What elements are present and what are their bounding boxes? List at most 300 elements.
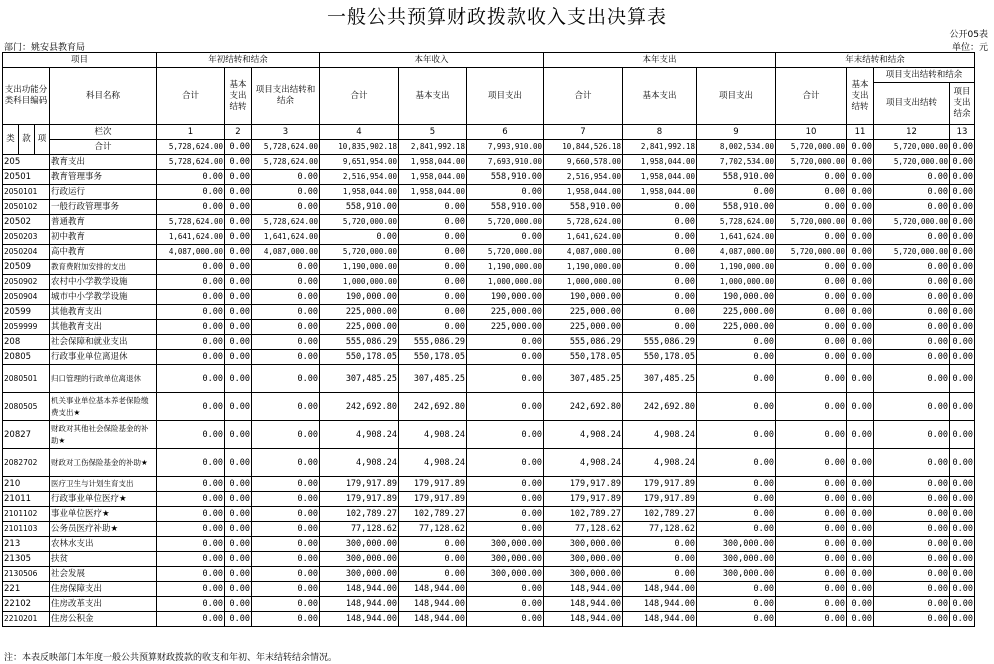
value-cell-col-8: 0.00 (623, 552, 697, 567)
value-cell-col-11: 0.00 (847, 200, 874, 215)
value-cell-col-7: 300,000.00 (544, 552, 623, 567)
value-cell-col-5: 148,944.00 (399, 597, 467, 612)
value-cell-col-3: 0.00 (252, 305, 320, 320)
value-cell-col-10: 0.00 (776, 365, 847, 393)
value-cell-col-6: 0.00 (467, 350, 544, 365)
value-cell-col-13: 0.00 (950, 597, 975, 612)
unit-label: 单位：元 (951, 43, 988, 53)
value-cell-col-3: 0.00 (252, 170, 320, 185)
value-cell-col-6: 300,000.00 (467, 567, 544, 582)
value-cell-col-7: 307,485.25 (544, 365, 623, 393)
value-cell-col-5: 0.00 (399, 320, 467, 335)
subject-code: 213 (3, 537, 50, 552)
value-cell-col-8: 307,485.25 (623, 365, 697, 393)
value-cell-col-11: 0.00 (847, 155, 874, 170)
value-cell-col-5: 4,908.24 (399, 449, 467, 477)
value-cell-col-10: 0.00 (776, 230, 847, 245)
value-cell-col-11: 0.00 (847, 421, 874, 449)
value-cell-col-9: 0.00 (697, 393, 776, 421)
value-cell-col-6: 5,720,000.00 (467, 245, 544, 260)
table-row (3, 522, 975, 537)
value-cell-col-11: 0.00 (847, 215, 874, 230)
value-cell-col-9: 0.00 (697, 185, 776, 200)
value-cell-col-13: 0.00 (950, 185, 975, 200)
value-cell-col-1: 0.00 (157, 393, 225, 421)
header-income-basic: 基本支出 (399, 68, 467, 125)
value-cell-col-4: 148,944.00 (320, 612, 399, 627)
value-cell-col-5: 0.00 (399, 537, 467, 552)
value-cell-col-6: 1,000,000.00 (467, 275, 544, 290)
value-cell-col-3: 0.00 (252, 335, 320, 350)
value-cell-col-5: 0.00 (399, 200, 467, 215)
value-cell-col-2: 0.00 (225, 507, 252, 522)
value-cell-col-8: 242,692.80 (623, 393, 697, 421)
value-cell-col-9: 4,087,000.00 (697, 245, 776, 260)
table-row (3, 421, 975, 449)
value-cell-col-7: 179,917.89 (544, 477, 623, 492)
value-cell-col-7: 300,000.00 (544, 537, 623, 552)
value-cell-col-12: 0.00 (874, 567, 950, 582)
value-cell-col-2: 0.00 (225, 230, 252, 245)
table-row (3, 365, 975, 393)
value-cell-col-2: 0.00 (225, 552, 252, 567)
value-cell-col-4: 242,692.80 (320, 393, 399, 421)
value-cell-col-10: 0.00 (776, 582, 847, 597)
value-cell-col-9: 5,728,624.00 (697, 215, 776, 230)
value-cell-col-5: 148,944.00 (399, 612, 467, 627)
subject-code: 2080505 (3, 393, 50, 421)
table-row (3, 552, 975, 567)
table-row (3, 350, 975, 365)
value-cell-col-7: 148,944.00 (544, 597, 623, 612)
value-cell-col-10: 0.00 (776, 320, 847, 335)
header-closing-basic-carry: 基本支出结转 (847, 68, 874, 125)
subject-code: 2050904 (3, 290, 50, 305)
value-cell-col-5: 1,958,044.00 (399, 155, 467, 170)
value-cell-col-13: 0.00 (950, 320, 975, 335)
value-cell-col-4: 0.00 (320, 230, 399, 245)
value-cell-col-10: 0.00 (776, 335, 847, 350)
value-cell-col-12: 0.00 (874, 597, 950, 612)
value-cell-col-1: 5,728,624.00 (157, 155, 225, 170)
value-cell-col-5: 0.00 (399, 552, 467, 567)
value-cell-col-11: 0.00 (847, 350, 874, 365)
value-cell-col-12: 0.00 (874, 320, 950, 335)
col-number: 11 (847, 125, 874, 140)
value-cell-col-13: 0.00 (950, 507, 975, 522)
value-cell-col-5: 77,128.62 (399, 522, 467, 537)
col-number: 5 (399, 125, 467, 140)
value-cell-col-5: 1,958,044.00 (399, 170, 467, 185)
value-cell-col-11: 0.00 (847, 597, 874, 612)
value-cell-col-2: 0.00 (225, 477, 252, 492)
subject-code: 20501 (3, 170, 50, 185)
value-cell-col-10: 0.00 (776, 612, 847, 627)
value-cell-col-8: 0.00 (623, 245, 697, 260)
value-cell-col-8: 0.00 (623, 567, 697, 582)
value-cell-col-13: 0.00 (950, 477, 975, 492)
value-cell-col-11: 0.00 (847, 449, 874, 477)
value-cell-col-4: 102,789.27 (320, 507, 399, 522)
header-expense-total: 合计 (544, 68, 623, 125)
value-cell-col-3: 5,728,624.00 (252, 155, 320, 170)
value-cell-col-4: 1,958,044.00 (320, 185, 399, 200)
value-cell-col-13: 0.00 (950, 421, 975, 449)
subject-name: 农林水支出 (50, 537, 157, 552)
header-lanci: 栏次 (50, 125, 157, 140)
value-cell-col-2: 0.00 (225, 393, 252, 421)
value-cell-col-12: 0.00 (874, 552, 950, 567)
col-number: 13 (950, 125, 975, 140)
value-cell-col-7: 242,692.80 (544, 393, 623, 421)
value-cell-col-13: 0.00 (950, 230, 975, 245)
value-cell-col-1: 5,728,624.00 (157, 140, 225, 155)
value-cell-col-4: 190,000.00 (320, 290, 399, 305)
value-cell-col-4: 4,908.24 (320, 449, 399, 477)
value-cell-col-9: 8,002,534.00 (697, 140, 776, 155)
value-cell-col-1: 0.00 (157, 365, 225, 393)
value-cell-col-11: 0.00 (847, 492, 874, 507)
value-cell-col-7: 4,908.24 (544, 421, 623, 449)
value-cell-col-11: 0.00 (847, 507, 874, 522)
value-cell-col-7: 225,000.00 (544, 320, 623, 335)
value-cell-col-4: 550,178.05 (320, 350, 399, 365)
subject-code: 2050102 (3, 200, 50, 215)
value-cell-col-2: 0.00 (225, 200, 252, 215)
value-cell-col-4: 225,000.00 (320, 320, 399, 335)
value-cell-col-12: 0.00 (874, 522, 950, 537)
value-cell-col-12: 0.00 (874, 537, 950, 552)
value-cell-col-5: 0.00 (399, 260, 467, 275)
value-cell-col-8: 0.00 (623, 320, 697, 335)
value-cell-col-13: 0.00 (950, 612, 975, 627)
budget-table (2, 52, 975, 627)
value-cell-col-9: 0.00 (697, 492, 776, 507)
subject-name: 教育管理事务 (50, 170, 157, 185)
value-cell-col-13: 0.00 (950, 215, 975, 230)
value-cell-col-3: 0.00 (252, 522, 320, 537)
subject-name: 高中教育 (50, 245, 157, 260)
value-cell-col-8: 0.00 (623, 200, 697, 215)
header-expense-basic: 基本支出 (623, 68, 697, 125)
value-cell-col-4: 300,000.00 (320, 567, 399, 582)
table-row (3, 245, 975, 260)
value-cell-col-5: 550,178.05 (399, 350, 467, 365)
subject-name: 住房改革支出 (50, 597, 157, 612)
value-cell-col-2: 0.00 (225, 350, 252, 365)
value-cell-col-1: 0.00 (157, 200, 225, 215)
value-cell-col-8: 179,917.89 (623, 477, 697, 492)
value-cell-col-7: 300,000.00 (544, 567, 623, 582)
col-number: 7 (544, 125, 623, 140)
value-cell-col-6: 0.00 (467, 335, 544, 350)
table-row (3, 492, 975, 507)
value-cell-col-7: 558,910.00 (544, 200, 623, 215)
value-cell-col-7: 1,958,044.00 (544, 185, 623, 200)
value-cell-col-6: 0.00 (467, 185, 544, 200)
value-cell-col-4: 2,516,954.00 (320, 170, 399, 185)
subject-name: 归口管理的行政单位离退休 (50, 365, 157, 393)
value-cell-col-1: 0.00 (157, 477, 225, 492)
subject-code: 21011 (3, 492, 50, 507)
subject-name: 行政运行 (50, 185, 157, 200)
value-cell-col-5: 0.00 (399, 305, 467, 320)
value-cell-col-2: 0.00 (225, 185, 252, 200)
value-cell-col-3: 0.00 (252, 365, 320, 393)
value-cell-col-2: 0.00 (225, 275, 252, 290)
value-cell-col-9: 0.00 (697, 612, 776, 627)
value-cell-col-6: 1,190,000.00 (467, 260, 544, 275)
value-cell-col-11: 0.00 (847, 140, 874, 155)
header-opening-basic-carry: 基本支出结转 (225, 68, 252, 125)
value-cell-col-2: 0.00 (225, 260, 252, 275)
col-number: 1 (157, 125, 225, 140)
subject-code: 2101103 (3, 522, 50, 537)
value-cell-col-3: 5,728,624.00 (252, 140, 320, 155)
value-cell-col-11: 0.00 (847, 393, 874, 421)
value-cell-col-13: 0.00 (950, 449, 975, 477)
value-cell-col-3: 0.00 (252, 492, 320, 507)
value-cell-col-4: 4,908.24 (320, 421, 399, 449)
value-cell-col-1: 5,728,624.00 (157, 215, 225, 230)
value-cell-col-10: 0.00 (776, 305, 847, 320)
value-cell-col-7: 1,641,624.00 (544, 230, 623, 245)
value-cell-col-8: 1,958,044.00 (623, 155, 697, 170)
value-cell-col-11: 0.00 (847, 582, 874, 597)
header-closing-project-carry: 项目支出结转和结余 (874, 68, 975, 83)
col-number: 2 (225, 125, 252, 140)
value-cell-col-9: 300,000.00 (697, 537, 776, 552)
value-cell-col-13: 0.00 (950, 567, 975, 582)
header-lei: 类 (3, 125, 19, 155)
value-cell-col-1: 0.00 (157, 275, 225, 290)
subject-code: 2210201 (3, 612, 50, 627)
value-cell-col-10: 0.00 (776, 552, 847, 567)
value-cell-col-6: 0.00 (467, 612, 544, 627)
value-cell-col-1: 4,087,000.00 (157, 245, 225, 260)
table-row (3, 335, 975, 350)
form-number: 公开05表 (949, 30, 988, 40)
value-cell-col-7: 102,789.27 (544, 507, 623, 522)
value-cell-col-12: 5,720,000.00 (874, 155, 950, 170)
header-opening-project-carry: 项目支出结转和结余 (252, 68, 320, 125)
value-cell-col-8: 1,958,044.00 (623, 185, 697, 200)
subject-code: 21305 (3, 552, 50, 567)
value-cell-col-12: 0.00 (874, 507, 950, 522)
subject-name: 农村中小学教学设施 (50, 275, 157, 290)
value-cell-col-6: 0.00 (467, 365, 544, 393)
value-cell-col-11: 0.00 (847, 612, 874, 627)
subject-name: 一般行政管理事务 (50, 200, 157, 215)
value-cell-col-3: 0.00 (252, 567, 320, 582)
value-cell-col-3: 0.00 (252, 350, 320, 365)
value-cell-col-12: 0.00 (874, 350, 950, 365)
subject-code: 208 (3, 335, 50, 350)
value-cell-col-4: 555,086.29 (320, 335, 399, 350)
value-cell-col-12: 0.00 (874, 492, 950, 507)
value-cell-col-6: 0.00 (467, 597, 544, 612)
subject-name: 财政对工伤保险基金的补助★ (50, 449, 157, 477)
value-cell-col-9: 0.00 (697, 522, 776, 537)
col-number: 3 (252, 125, 320, 140)
value-cell-col-6: 225,000.00 (467, 305, 544, 320)
value-cell-col-10: 0.00 (776, 421, 847, 449)
value-cell-col-12: 0.00 (874, 230, 950, 245)
value-cell-col-7: 77,128.62 (544, 522, 623, 537)
value-cell-col-13: 0.00 (950, 200, 975, 215)
subject-code: 2101102 (3, 507, 50, 522)
value-cell-col-6: 0.00 (467, 492, 544, 507)
value-cell-col-3: 5,728,624.00 (252, 215, 320, 230)
value-cell-col-2: 0.00 (225, 305, 252, 320)
value-cell-col-9: 0.00 (697, 421, 776, 449)
value-cell-col-5: 179,917.89 (399, 492, 467, 507)
value-cell-col-4: 300,000.00 (320, 537, 399, 552)
department-label: 部门：姚安县教育局 (4, 43, 86, 53)
value-cell-col-1: 0.00 (157, 567, 225, 582)
header-item: 项目 (3, 53, 157, 68)
value-cell-col-2: 0.00 (225, 537, 252, 552)
value-cell-col-5: 0.00 (399, 215, 467, 230)
table-row (3, 477, 975, 492)
value-cell-col-1: 0.00 (157, 320, 225, 335)
value-cell-col-1: 0.00 (157, 582, 225, 597)
value-cell-col-3: 0.00 (252, 477, 320, 492)
value-cell-col-10: 0.00 (776, 492, 847, 507)
value-cell-col-5: 102,789.27 (399, 507, 467, 522)
value-cell-col-1: 0.00 (157, 507, 225, 522)
value-cell-col-13: 0.00 (950, 170, 975, 185)
value-cell-col-2: 0.00 (225, 320, 252, 335)
value-cell-col-6: 7,993,910.00 (467, 140, 544, 155)
subject-code: 2130506 (3, 567, 50, 582)
value-cell-col-10: 0.00 (776, 185, 847, 200)
value-cell-col-10: 0.00 (776, 350, 847, 365)
value-cell-col-2: 0.00 (225, 365, 252, 393)
value-cell-col-5: 2,841,992.18 (399, 140, 467, 155)
value-cell-col-9: 0.00 (697, 335, 776, 350)
value-cell-col-11: 0.00 (847, 522, 874, 537)
value-cell-col-11: 0.00 (847, 230, 874, 245)
table-row (3, 290, 975, 305)
subject-code: 2059999 (3, 320, 50, 335)
value-cell-col-2: 0.00 (225, 170, 252, 185)
value-cell-col-6: 300,000.00 (467, 537, 544, 552)
value-cell-col-11: 0.00 (847, 170, 874, 185)
value-cell-col-1: 0.00 (157, 185, 225, 200)
value-cell-col-6: 0.00 (467, 507, 544, 522)
value-cell-col-9: 0.00 (697, 597, 776, 612)
value-cell-col-12: 0.00 (874, 200, 950, 215)
value-cell-col-1: 0.00 (157, 552, 225, 567)
value-cell-col-12: 0.00 (874, 393, 950, 421)
value-cell-col-2: 0.00 (225, 155, 252, 170)
value-cell-col-6: 300,000.00 (467, 552, 544, 567)
value-cell-col-2: 0.00 (225, 449, 252, 477)
value-cell-col-11: 0.00 (847, 260, 874, 275)
table-row (3, 260, 975, 275)
header-income-project: 项目支出 (467, 68, 544, 125)
value-cell-col-7: 225,000.00 (544, 305, 623, 320)
header-func-code: 支出功能分类科目编码 (3, 68, 50, 125)
value-cell-col-3: 0.00 (252, 552, 320, 567)
value-cell-col-4: 10,835,902.18 (320, 140, 399, 155)
value-cell-col-3: 0.00 (252, 320, 320, 335)
value-cell-col-4: 300,000.00 (320, 552, 399, 567)
value-cell-col-11: 0.00 (847, 335, 874, 350)
value-cell-col-8: 148,944.00 (623, 597, 697, 612)
value-cell-col-8: 0.00 (623, 537, 697, 552)
value-cell-col-10: 0.00 (776, 290, 847, 305)
value-cell-col-9: 300,000.00 (697, 552, 776, 567)
value-cell-col-11: 0.00 (847, 365, 874, 393)
value-cell-col-10: 5,720,000.00 (776, 140, 847, 155)
value-cell-col-3: 0.00 (252, 507, 320, 522)
value-cell-col-8: 148,944.00 (623, 582, 697, 597)
value-cell-col-9: 558,910.00 (697, 170, 776, 185)
value-cell-col-6: 190,000.00 (467, 290, 544, 305)
value-cell-col-13: 0.00 (950, 305, 975, 320)
subject-name: 城市中小学教学设施 (50, 290, 157, 305)
header-opening-total: 合计 (157, 68, 225, 125)
value-cell-col-8: 0.00 (623, 215, 697, 230)
value-cell-col-10: 5,720,000.00 (776, 155, 847, 170)
subject-name: 财政对其他社会保险基金的补助★ (50, 421, 157, 449)
value-cell-col-5: 555,086.29 (399, 335, 467, 350)
value-cell-col-11: 0.00 (847, 185, 874, 200)
value-cell-col-13: 0.00 (950, 492, 975, 507)
subject-name: 其他教育支出 (50, 320, 157, 335)
subject-code: 205 (3, 155, 50, 170)
value-cell-col-11: 0.00 (847, 552, 874, 567)
value-cell-col-6: 0.00 (467, 421, 544, 449)
value-cell-col-6: 225,000.00 (467, 320, 544, 335)
total-row (3, 140, 975, 155)
header-closing: 年末结转和结余 (776, 53, 975, 68)
header-expense-project: 项目支出 (697, 68, 776, 125)
value-cell-col-1: 0.00 (157, 597, 225, 612)
value-cell-col-1: 0.00 (157, 170, 225, 185)
value-cell-col-11: 0.00 (847, 567, 874, 582)
value-cell-col-8: 179,917.89 (623, 492, 697, 507)
value-cell-col-13: 0.00 (950, 290, 975, 305)
value-cell-col-12: 5,720,000.00 (874, 215, 950, 230)
subject-code: 20502 (3, 215, 50, 230)
table-body (3, 155, 975, 627)
value-cell-col-2: 0.00 (225, 567, 252, 582)
value-cell-col-7: 190,000.00 (544, 290, 623, 305)
value-cell-col-4: 558,910.00 (320, 200, 399, 215)
table-row (3, 582, 975, 597)
value-cell-col-13: 0.00 (950, 155, 975, 170)
value-cell-col-13: 0.00 (950, 140, 975, 155)
value-cell-col-12: 0.00 (874, 477, 950, 492)
col-number: 4 (320, 125, 399, 140)
header-kuan: 款 (19, 125, 35, 155)
value-cell-col-8: 555,086.29 (623, 335, 697, 350)
value-cell-col-7: 4,087,000.00 (544, 245, 623, 260)
value-cell-col-8: 77,128.62 (623, 522, 697, 537)
value-cell-col-9: 558,910.00 (697, 200, 776, 215)
value-cell-col-4: 1,000,000.00 (320, 275, 399, 290)
subject-code: 22102 (3, 597, 50, 612)
value-cell-col-10: 0.00 (776, 567, 847, 582)
value-cell-col-4: 77,128.62 (320, 522, 399, 537)
value-cell-col-9: 1,641,624.00 (697, 230, 776, 245)
value-cell-col-9: 1,190,000.00 (697, 260, 776, 275)
value-cell-col-3: 1,641,624.00 (252, 230, 320, 245)
value-cell-col-3: 0.00 (252, 421, 320, 449)
